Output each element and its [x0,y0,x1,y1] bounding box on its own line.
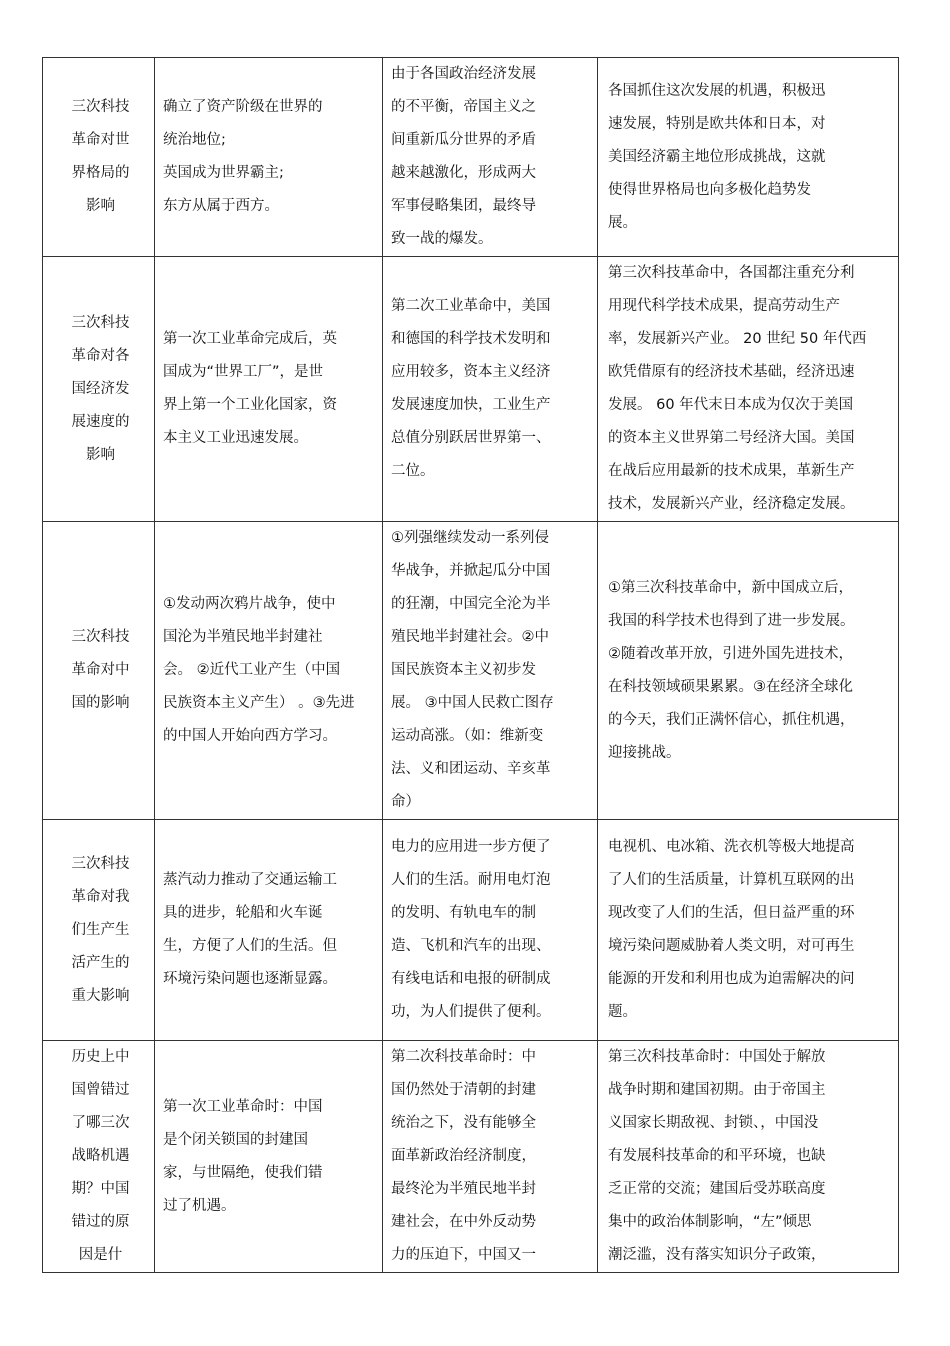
second-revolution-text: 第二次工业革命中，美国 和德国的科学技术发明和 应用较多，资本主义经济 发展速度加快，工业生产 总值分别跃居世界第一、 二位。 [391,298,551,479]
comparison-table [42,57,899,1273]
row-topic-cell [43,522,155,820]
second-revolution-text: 电力的应用进一步方便了 人们的生活。耐用电灯泡 的发明、有轨电车的制 造、飞机和汽车的出现、 有线电话和电报的研制成 功，为人们提供了便利。 [391,839,551,1020]
table-row [43,522,899,820]
first-revolution-text: 蒸汽动力推动了交通运输工 具的进步，轮船和火车诞 生，方便了人们的生活。但 环境污染问题也逐渐显露。 [163,872,337,987]
row-topic-cell [43,257,155,522]
second-revolution-cell [383,1041,598,1273]
first-revolution-cell [155,58,383,257]
first-revolution-text: 确立了资产阶级在世界的 统治地位; 英国成为世界霸主; 东方从属于西方。 [163,99,323,214]
second-revolution-cell [383,257,598,522]
second-revolution-text: 第二次科技革命时：中 国仍然处于清朝的封建 统治之下，没有能够全 面革新政治经济制度， 最终沦为半殖民地半封 建社会，在中外反动势 力的压迫下，中国又一 [391,1049,536,1263]
row-topic-cell [43,58,155,257]
row-topic: 三次科技 革命对中 国的影响 [71,629,130,711]
second-revolution-text: ①列强继续发动一系列侵 华战争，并掀起瓜分中国 的狂潮，中国完全沦为半 殖民地半封建社会。②中 国民族资本主义初步发 展。 ③中国人民救亡图存 运动高涨。（如：维新变 法、义和团运动、辛亥革 命） [391,530,554,810]
first-revolution-text: ①发动两次鸦片战争，使中 国沦为半殖民地半封建社 会。 ②近代工业产生（中国 民族资本主义产生） 。③先进 的中国人开始向西方学习。 [163,596,355,744]
row-topic-cell [43,820,155,1041]
row-topic: 三次科技 革命对我 们生产生 活产生的 重大影响 [71,855,130,1004]
second-revolution-cell [383,820,598,1041]
second-revolution-cell [383,522,598,820]
table-row [43,257,899,522]
first-revolution-text: 第一次工业革命完成后，英 国成为“世界工厂”，是世 界上第一个工业化国家，资 本主义工业迅速发展。 [163,331,337,446]
third-revolution-text: 第三次科技革命时：中国处于解放 战争时期和建国初期。由于帝国主 义国家长期敌视、封锁、，中国没 有发展科技革命的和平环境，也缺 乏正常的交流；建国后受苏联高度 集中的政治体制影响，“左”倾思 潮泛滥，没有落实知识分子政策， [608,1049,826,1263]
third-revolution-cell [598,820,899,1041]
third-revolution-cell [598,1041,899,1273]
table-row [43,1041,899,1273]
first-revolution-cell [155,257,383,522]
third-revolution-cell [598,257,899,522]
second-revolution-cell [383,58,598,257]
table-row [43,58,899,257]
table-row [43,820,899,1041]
first-revolution-cell [155,820,383,1041]
first-revolution-cell [155,1041,383,1273]
third-revolution-text: ①第三次科技革命中，新中国成立后， 我国的科学技术也得到了进一步发展。 ②随着改革开放，引进外国先进技术， 在科技领域硕果累累。③在经济全球化 的今天，我们正满怀信心，抓住机遇， 迎接挑战。 [608,579,855,761]
row-topic-cell [43,1041,155,1273]
third-revolution-text: 电视机、电冰箱、洗衣机等极大地提高 了人们的生活质量，计算机互联网的出 现改变了人们的生活，但日益严重的环 境污染问题威胁着人类文明，对可再生 能源的开发和利用也成为迫需解决的问 题。 [608,839,855,1020]
second-revolution-text: 由于各国政治经济发展 的不平衡，帝国主义之 间重新瓜分世界的矛盾 越来越激化，形成两大 军事侵略集团，最终导 致一战的爆发。 [391,66,536,247]
first-revolution-text: 第一次工业革命时：中国 是个闭关锁国的封建国 家，与世隔绝，使我们错 过了机遇。 [163,1098,323,1214]
third-revolution-text: 各国抓住这次发展的机遇，积极迅 速发展，特别是欧共体和日本，对 美国经济霸主地位形成挑战，这就 使得世界格局也向多极化趋势发 展。 [608,82,826,231]
third-revolution-text: 第三次科技革命中，各国都注重充分利 用现代科学技术成果，提高劳动生产 率，发展新兴产业。 20 世纪 50 年代西 欧凭借原有的经济技术基础，经济迅速 发展。 60 年代末日本成为仅次于美国 的资本主义世界第二号经济大国。美国 在战后应用最新的技术成果，革新生产 技术，发展新兴产业，经济稳定发展。 [608,265,867,512]
row-topic: 三次科技 革命对各 国经济发 展速度的 影响 [71,314,130,463]
row-topic: 三次科技 革命对世 界格局的 影响 [71,99,130,214]
third-revolution-cell [598,522,899,820]
row-topic: 历史上中 国曾错过 了哪三次 战略机遇 期？中国 错过的原 因是什 [71,1049,130,1263]
first-revolution-cell [155,522,383,820]
third-revolution-cell [598,58,899,257]
